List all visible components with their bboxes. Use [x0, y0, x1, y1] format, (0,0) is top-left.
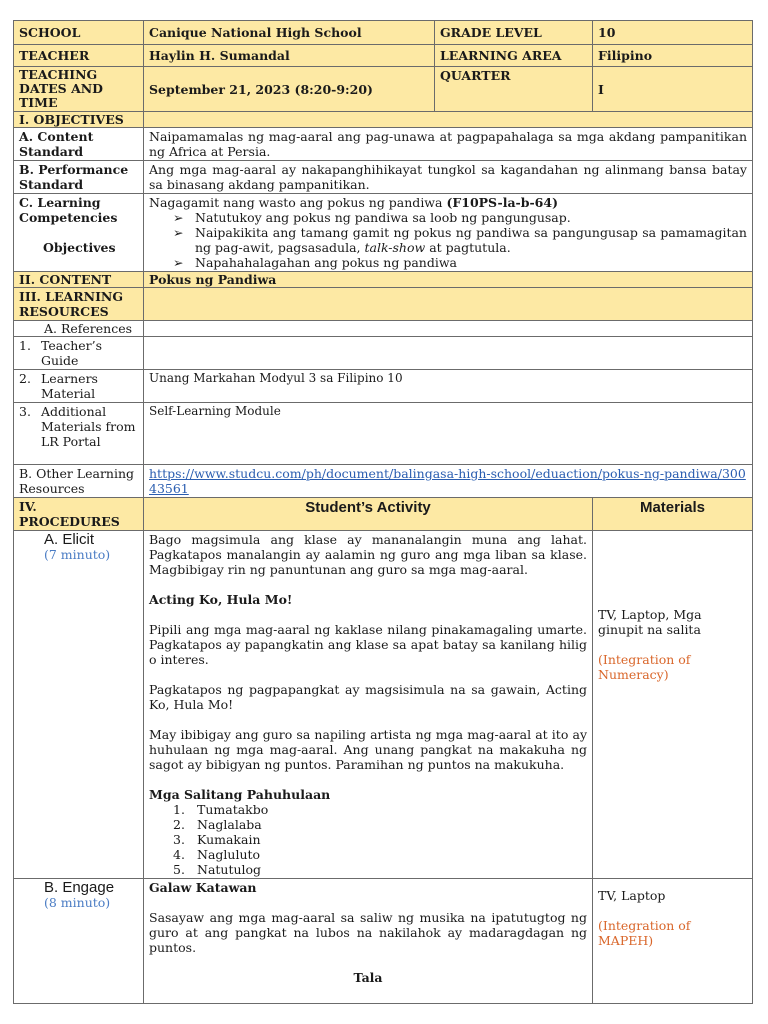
arrow-bullet-icon: ➢: [173, 225, 184, 240]
additional-materials-label-wrap: [19, 404, 138, 449]
references-row: [14, 321, 753, 337]
learners-material-label-cell: [14, 370, 144, 403]
dates-value: September 21, 2023 (8:20-9:20): [144, 67, 435, 112]
learning-area-value: Filipino: [593, 45, 753, 67]
objectives-list: [149, 210, 747, 270]
competencies-row: [14, 194, 753, 272]
engage-paragraph-1: Sasayaw ang mga mag-aaral sa saliw ng musika na ipatutugtog ng guro at ang pangkat na lubos na nakilahok ay madaragdagan ng puntos.: [149, 910, 587, 955]
objective-item: [173, 210, 747, 225]
teachers-guide-label: Teacher’s Guide: [41, 338, 103, 368]
learners-material-value: Unang Markahan Modyul 3 sa Filipino 10: [144, 370, 753, 403]
competency-code: (F10PS-la-b-64): [446, 195, 558, 210]
list-item: 3. Kumakain: [173, 832, 261, 847]
teachers-guide-label-cell: [14, 337, 144, 370]
references-label: A. References: [14, 321, 144, 337]
additional-materials-number: 3.: [19, 404, 31, 419]
materials-header: Materials: [593, 498, 753, 531]
procedures-label: IV. PROCEDURES: [14, 498, 144, 531]
learning-resources-row: [14, 288, 753, 321]
objective-text: Naipakikita ang tamang gamit ng pokus ng pandiwa sa pangungusap sa pamamagitan ng pag-awit, pagsasadula,: [195, 225, 747, 255]
elicit-label-cell: [14, 531, 144, 879]
content-row: [14, 272, 753, 288]
objective-text: Napahahalagahan ang pokus ng pandiwa: [195, 255, 457, 270]
content-value: Pokus ng Pandiwa: [144, 272, 753, 288]
competencies-value: [144, 194, 753, 272]
objectives-section-row: [14, 112, 753, 128]
dates-label: TEACHING DATES AND TIME: [14, 67, 144, 112]
words-list: [149, 802, 587, 877]
students-activity-header: Student’s Activity: [144, 498, 593, 531]
objective-tail-text: at pagtutula.: [425, 240, 511, 255]
header-row-dates: [14, 67, 753, 112]
learners-material-row: [14, 370, 753, 403]
objective-item: [173, 255, 747, 270]
elicit-duration: (7 minuto): [44, 547, 111, 562]
teachers-guide-value: [144, 337, 753, 370]
school-value: Canique National High School: [144, 21, 435, 45]
learning-resources-fill: [144, 288, 753, 321]
grade-level-label: GRADE LEVEL: [435, 21, 593, 45]
performance-standard-label: B. Performance Standard: [14, 161, 144, 194]
learning-area-label: LEARNING AREA: [435, 45, 593, 67]
competencies-label-cell: [14, 194, 144, 272]
content-standard-row: [14, 128, 753, 161]
word-text: Natutulog: [197, 862, 262, 877]
objective-italic-text: talk-show: [364, 240, 426, 255]
learners-material-number: 2.: [19, 371, 31, 386]
quarter-value: I: [593, 67, 753, 112]
teacher-label: TEACHER: [14, 45, 144, 67]
elicit-row: [14, 531, 753, 879]
word-text: Nagluluto: [197, 847, 261, 862]
elicit-materials: TV, Laptop, Mga ginupit na salita: [598, 607, 702, 637]
procedures-header-row: [14, 498, 753, 531]
objectives-heading: I. OBJECTIVES: [14, 112, 144, 128]
lesson-plan-table: [13, 20, 753, 1004]
teachers-guide-label-wrap: [19, 338, 138, 368]
additional-materials-row: [14, 403, 753, 465]
arrow-bullet-icon: ➢: [173, 210, 184, 225]
list-item: 2. Naglalaba: [173, 817, 262, 832]
additional-materials-value: Self-Learning Module: [144, 403, 753, 465]
header-row-school: [14, 21, 753, 45]
engage-materials-cell: [593, 879, 753, 1004]
engage-subtitle: Tala: [353, 970, 383, 985]
list-item: 1. Tumatakbo: [173, 802, 269, 817]
content-label: II. CONTENT: [14, 272, 144, 288]
references-fill: [144, 321, 753, 337]
objectives-heading-fill: [144, 112, 753, 128]
competencies-label: C. Learning Competencies: [19, 195, 118, 225]
word-text: Naglalaba: [197, 817, 262, 832]
elicit-intro: Bago magsimula ang klase ay mananalangin muna ang lahat. Pagkatapos manalangin ay aalamin ng guro ang mga liban sa klase. Magbibigay rin ng panuntunan ang guro sa mga mag-aaral.: [149, 532, 587, 577]
objective-text: Natutukoy ang pokus ng pandiwa sa loob ng pangungusap.: [195, 210, 571, 225]
objective-item: [173, 225, 747, 255]
content-standard-value: Naipamamalas ng mag-aaral ang pag-unawa at pagpapahalaga sa mga akdang pampanitikan ng Africa at Persia.: [144, 128, 753, 161]
learners-material-label-wrap: [19, 371, 138, 401]
elicit-integration: (Integration of Numeracy): [598, 652, 691, 682]
elicit-paragraph-2: Pagkatapos ng pagpapangkat ay magsisimula na sa gawain, Acting Ko, Hula Mo!: [149, 682, 587, 712]
content-standard-label: A. Content Standard: [14, 128, 144, 161]
school-label: SCHOOL: [14, 21, 144, 45]
engage-title: B. Engage: [44, 879, 115, 896]
performance-standard-row: [14, 161, 753, 194]
list-item: 4. Nagluluto: [173, 847, 261, 862]
other-resources-row: [14, 465, 753, 498]
elicit-materials-cell: [593, 531, 753, 879]
engage-integration: (Integration of MAPEH): [598, 918, 691, 948]
elicit-title: A. Elicit: [44, 531, 95, 548]
teachers-guide-row: [14, 337, 753, 370]
arrow-bullet-icon: ➢: [173, 255, 184, 270]
competency-statement: [149, 195, 747, 210]
grade-level-value: 10: [593, 21, 753, 45]
engage-duration: (8 minuto): [44, 895, 111, 910]
other-resources-link[interactable]: https://www.studcu.com/ph/document/balingasa-high-school/eduaction/pokus-ng-pandiwa/30043561: [149, 466, 746, 496]
learners-material-label: Learners Material: [41, 371, 98, 401]
teacher-value: Haylin H. Sumandal: [144, 45, 435, 67]
additional-materials-label-cell: [14, 403, 144, 465]
engage-row: [14, 879, 753, 1004]
words-list-title: Mga Salitang Pahuhulaan: [149, 787, 331, 802]
engage-materials: TV, Laptop: [598, 888, 666, 903]
list-item: 5. Natutulog: [173, 862, 262, 877]
word-text: Kumakain: [197, 832, 261, 847]
competency-text: Nagagamit nang wasto ang pokus ng pandiwa: [149, 195, 443, 210]
engage-label-cell: [14, 879, 144, 1004]
header-row-teacher: [14, 45, 753, 67]
performance-standard-value: Ang mga mag-aaral ay nakapanghihikayat tungkol sa kagandahan ng alinmang bansa batay sa binasang akdang pampanitikan.: [144, 161, 753, 194]
elicit-activity-title: Acting Ko, Hula Mo!: [149, 592, 293, 607]
other-resources-value-cell: [144, 465, 753, 498]
teachers-guide-number: 1.: [19, 338, 31, 353]
objectives-label: Objectives: [43, 240, 116, 255]
elicit-paragraph-1: Pipili ang mga mag-aaral ng kaklase nilang pinakamagaling umarte. Pagkatapos ay papangkatin ang klase sa apat batay sa kanilang hilig o interes.: [149, 622, 587, 667]
elicit-paragraph-3: May ibibigay ang guro sa napiling artista ng mga mag-aaral at ito ay huhulaan ng mga mag-aaral. Ang unang pangkat na makakuha ng sagot ay bibigyan ng puntos. Paramihan ng puntos na makukuha.: [149, 727, 587, 772]
other-resources-label: B. Other Learning Resources: [14, 465, 144, 498]
engage-activity-cell: [144, 879, 593, 1004]
elicit-activity-cell: [144, 531, 593, 879]
engage-activity-title: Galaw Katawan: [149, 880, 257, 895]
word-text: Tumatakbo: [197, 802, 269, 817]
learning-resources-label: III. LEARNING RESOURCES: [14, 288, 144, 321]
additional-materials-label: Additional Materials from LR Portal: [41, 404, 136, 449]
quarter-label: QUARTER: [435, 67, 593, 112]
